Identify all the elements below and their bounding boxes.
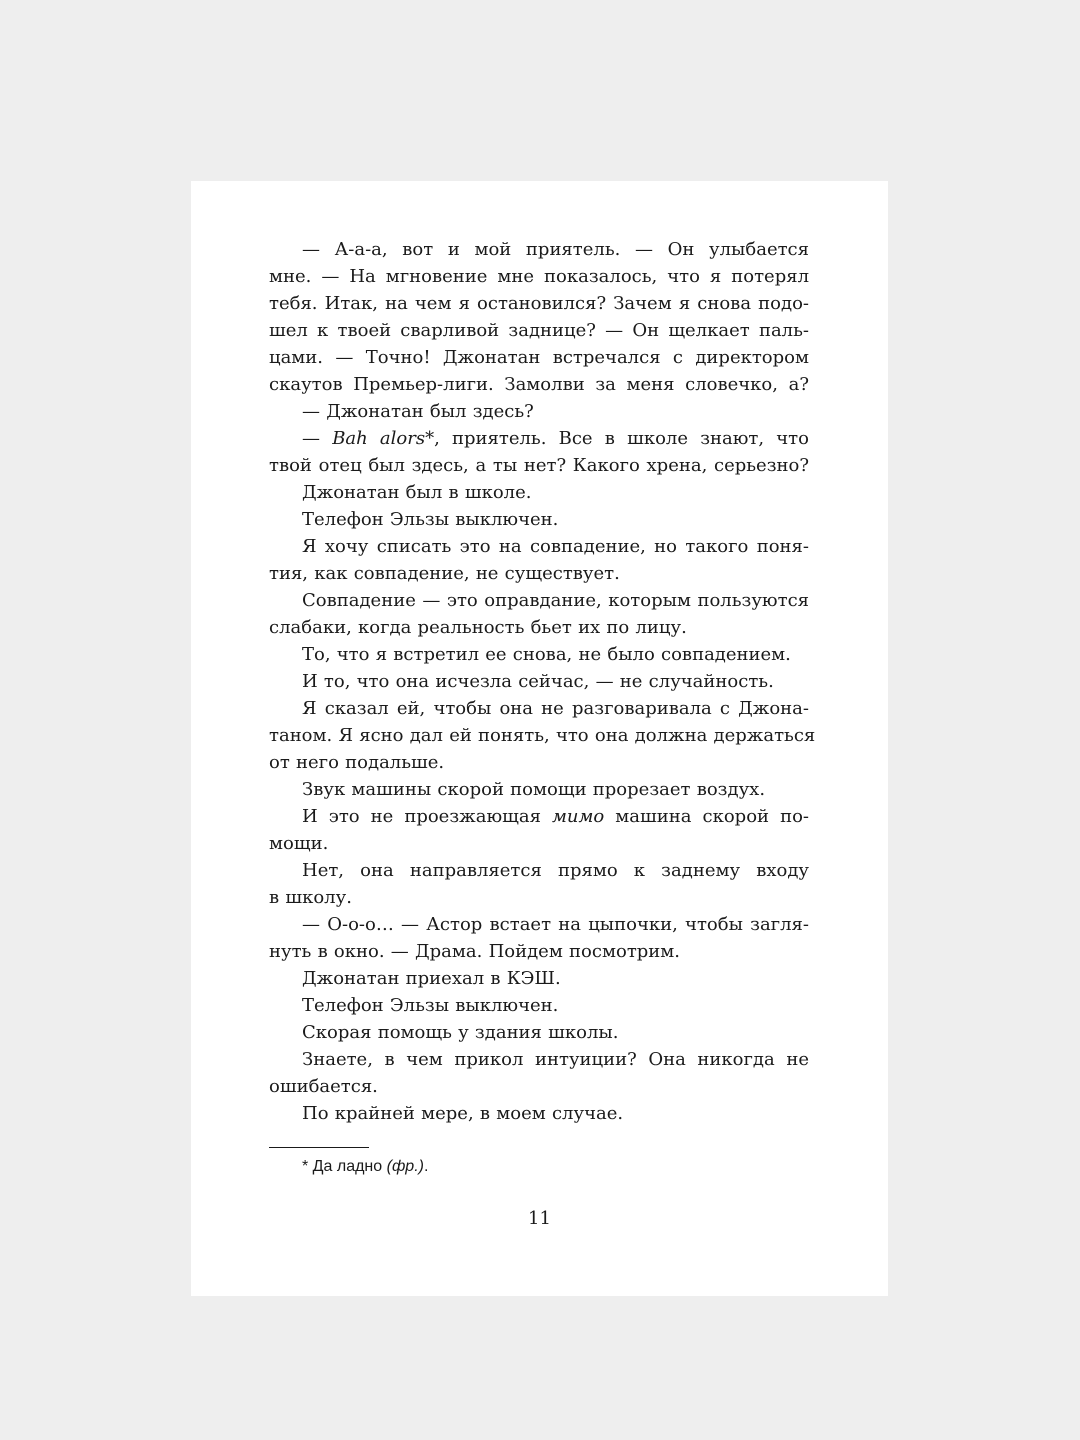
text-line: Я хочу списать это на совпадение, но такого поня- (302, 536, 809, 557)
text-line: Звук машины скорой помощи прорезает воздух. (302, 779, 766, 800)
text-line: тия, как совпадение, не существует. (269, 563, 620, 584)
text-line (269, 425, 809, 452)
page-number: 11 (528, 1208, 551, 1229)
text-line: Знаете, в чем прикол интуиции? Она никогда не (302, 1049, 809, 1070)
text-line: слабаки, когда реальность бьет их по лицу. (269, 617, 687, 638)
text-line: Джонатан был в школе. (302, 482, 532, 503)
footnote-divider (269, 1147, 369, 1148)
text-line: нуть в окно. — Драма. Пойдем посмотрим. (269, 941, 681, 962)
text-line: твой отец был здесь, а ты нет? Какого хрена, серьезно? (269, 455, 809, 476)
text-line: шел к твоей сварливой заднице? — Он щелкает паль- (269, 320, 809, 341)
text-line: мне. — На мгновение мне показалось, что я потерял (269, 266, 809, 287)
footnote-text: * Да ладно (302, 1158, 387, 1175)
text-line: То, что я встретил ее снова, не было совпадением. (302, 644, 791, 665)
text-fragment: И это не проезжающая (302, 806, 552, 827)
text-line: Я сказал ей, чтобы она не разговаривала с Джона- (302, 698, 809, 719)
footnote-end: . (423, 1158, 429, 1175)
text-line: ошибается. (269, 1076, 378, 1097)
text-line: мощи. (269, 833, 329, 854)
body-text (269, 236, 816, 1127)
italic-phrase: Bah alors (332, 428, 426, 449)
text-line: Нет, она направляется прямо к заднему входу (302, 860, 809, 881)
book-page (191, 181, 888, 1296)
text-line: от него подальше. (269, 752, 445, 773)
text-line: И то, что она исчезла сейчас, — не случайность. (302, 671, 774, 692)
text-line: Джонатан приехал в КЭШ. (302, 968, 561, 989)
text-line: скаутов Премьер-лиги. Замолви за меня словечко, а? (269, 374, 809, 395)
text-line: Телефон Эльзы выключен. (302, 509, 559, 530)
text-line: — Джонатан был здесь? (302, 401, 534, 422)
footnote (302, 1156, 428, 1178)
text-line: — О-о-о… — Астор встает на цыпочки, чтобы загля- (302, 914, 809, 935)
footnote-italic: (фр.) (386, 1158, 424, 1175)
text-line: в школу. (269, 887, 352, 908)
text-line (269, 803, 809, 830)
text-line: цами. — Точно! Джонатан встречался с директором (269, 347, 809, 368)
text-line: таном. Я ясно дал ей понять, что она должна держаться (269, 725, 816, 746)
text-line: — А-а-а, вот и мой приятель. — Он улыбается (302, 239, 809, 260)
text-fragment: машина скорой по- (604, 806, 809, 827)
text-line: По крайней мере, в моем случае. (302, 1103, 624, 1124)
text-line: Совпадение — это оправдание, которым пользуются (302, 590, 809, 611)
text-line: Скорая помощь у здания школы. (302, 1022, 619, 1043)
text-fragment: — (302, 428, 333, 449)
text-fragment: *, приятель. Все в школе знают, что (425, 428, 809, 449)
text-line: Телефон Эльзы выключен. (302, 995, 559, 1016)
text-line: тебя. Итак, на чем я остановился? Зачем я снова подо- (269, 293, 809, 314)
italic-word: мимо (551, 806, 605, 827)
